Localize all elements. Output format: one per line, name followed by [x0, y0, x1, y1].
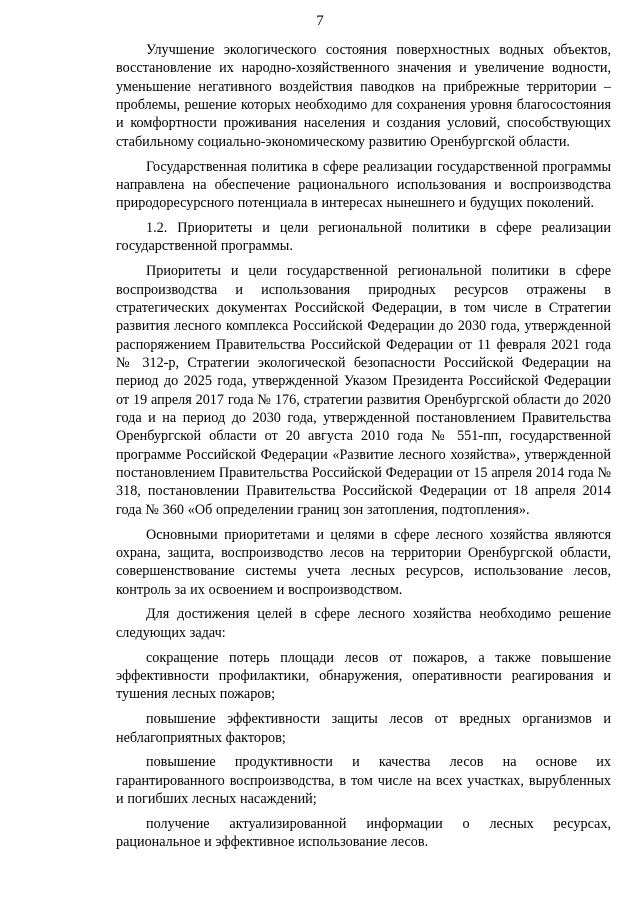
paragraph-strategic-documents: Приоритеты и цели государственной региональной политики в сфере воспроизводства и использования природных ресурсов отражены в стратегических документах Российской Федерации, в том числе в Стратегии развития лесного комплекса Российской Федерации до 2030 года, утвержденной распоряжением Правительства Российской Федерации от 11 февраля 2021 года № 312-р, Стратегии экологической безопасности Российской Федерации на период до 2025 года, утвержденной Указом Президента Российской Федерации от 19 апреля 2017 года № 176, стратегии развития Оренбургской области до 2020 года и на период до 2030 года, утвержденной постановлением Правительства Оренбургской области от 20 августа 2010 года № 551-пп, государственной программе Российской Федерации «Развитие лесного хозяйства», утвержденной постановлением Правительства Российской Федерации от 15 апреля 2014 года № 318, постановлении Правительства Российской Федерации от 18 апреля 2014 года № 360 «Об определении границ зон затопления, подтопления».: [116, 263, 611, 518]
task-item-forest-information: получение актуализированной информации о лесных ресурсах, рациональное и эффективное использование лесов.: [116, 815, 611, 851]
paragraph-forestry-priorities: Основными приоритетами и целями в сфере лесного хозяйства являются охрана, защита, воспроизводство лесов на территории Оренбургской области, совершенствование системы учета лесных ресурсов, использование лесов, контроль за их освоением и воспроизводством.: [116, 526, 611, 598]
body-text: [116, 41, 611, 852]
task-item-fire-losses: сокращение потерь площади лесов от пожаров, а также повышение эффективности профилактики, обнаружения, оперативности реагирования и тушения лесных пожаров;: [116, 649, 611, 703]
page-number: 7: [316, 13, 324, 29]
paragraph-water-objects: Улучшение экологического состояния поверхностных водных объектов, восстановление их народно-хозяйственного значения и увеличение водности, уменьшение негативного воздействия паводков на прибрежные территории – проблемы, решение которых необходимо для сохранения уровня благосостояния и комфортности проживания населения и создания условий, способствующих стабильному социально-экономическому развитию Оренбургской области.: [116, 42, 611, 150]
task-item-forest-protection: повышение эффективности защиты лесов от вредных организмов и неблагоприятных факторов;: [116, 711, 611, 746]
paragraph-tasks-intro: Для достижения целей в сфере лесного хозяйства необходимо решение следующих задач:: [116, 606, 611, 641]
task-item-productivity: повышение продуктивности и качества лесов на основе их гарантированного воспроизводства, в том числе на всех участках, вырубленных и погибших лесных насаждений;: [116, 754, 611, 808]
section-heading-1-2: 1.2. Приоритеты и цели региональной политики в сфере реализации государственной программы.: [116, 220, 611, 255]
paragraph-state-policy: Государственная политика в сфере реализации государственной программы направлена на обеспечение рационального использования и воспроизводства природоресурсного потенциала в интересах нынешнего и будущих поколений.: [116, 158, 611, 212]
